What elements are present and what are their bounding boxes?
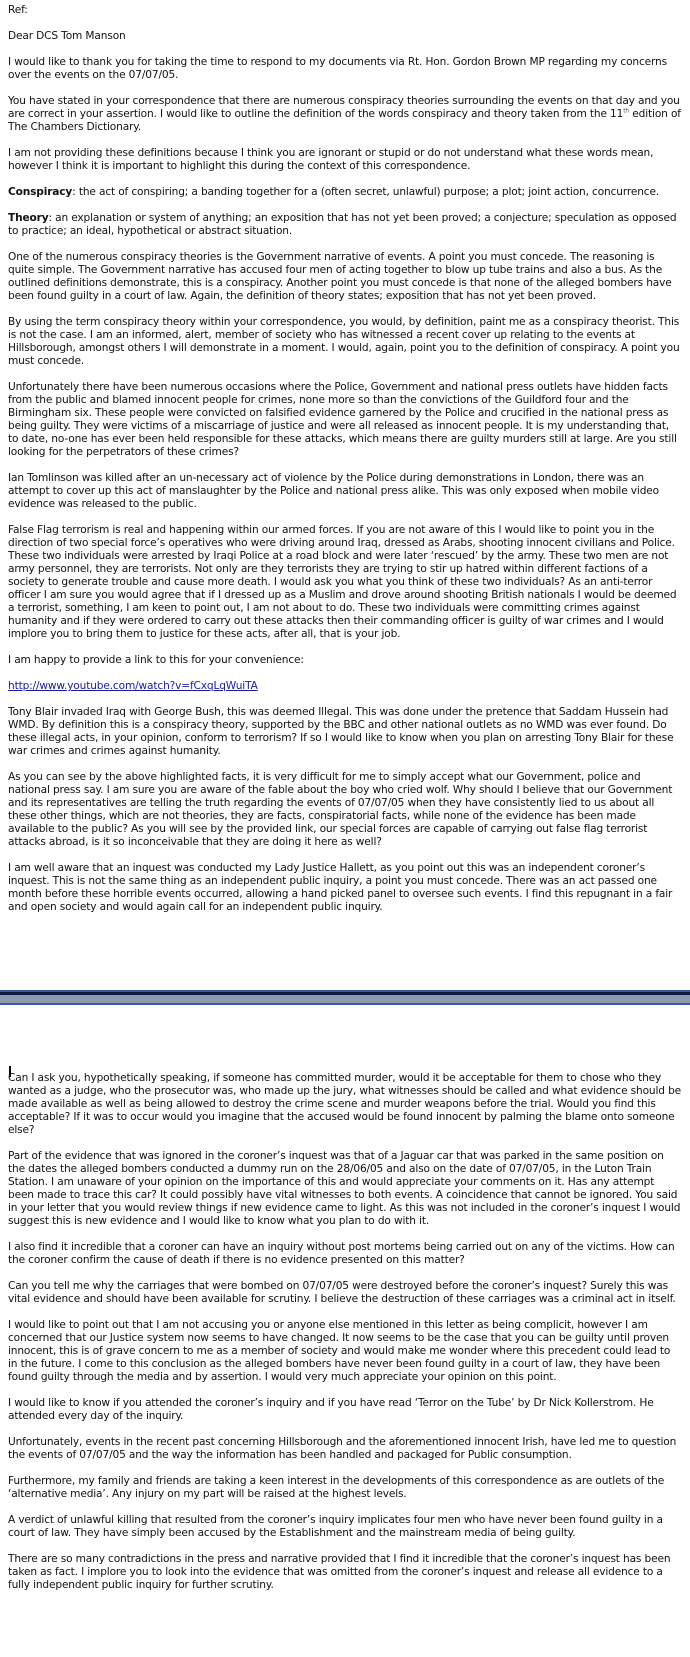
paragraph: I would like to know if you attended the coroner’s inquiry and if you have read ‘Terror on the Tube’ by Dr Nick Kollerstrom. He attended every day of the inquiry. bbox=[8, 1397, 654, 1422]
paragraph: By using the term conspiracy theory within your correspondence, you would, by definition, paint me as a conspiracy theorist. This is not the case. I am an informed, alert, member of society who has witnessed a recent cover up relating to the events at Hillsborough, amongst others I will demonstrate in a moment. I would, again, point you to the definition of conspiracy. A point you must concede. bbox=[8, 316, 680, 367]
divider-line bbox=[0, 1003, 690, 1005]
paragraph bbox=[8, 95, 682, 134]
page-break-divider bbox=[0, 990, 690, 1005]
paragraph-text: edition of The Chambers Dictionary. bbox=[8, 108, 681, 133]
paragraph: I would like to thank you for taking the time to respond to my documents via Rt. Hon. Gordon Brown MP regarding my concerns over the events on the 07/07/05. bbox=[8, 56, 667, 81]
paragraph: I am not providing these definitions because I think you are ignorant or stupid or do not understand what these words mean, however I think it is important to highlight this during the context of this correspondence. bbox=[8, 147, 654, 172]
paragraph: There are so many contradictions in the press and narrative provided that I find it incredible that the coroner’s inquest has been taken as fact. I implore you to look into the evidence that was omitted from the coroner’s inquest and release all evidence to a fully independent public inquiry for further scrutiny. bbox=[8, 1553, 671, 1591]
paragraph: Part of the evidence that was ignored in the coroner’s inquest was that of a Jaguar car that was parked in the same position on the dates the alleged bombers conducted a dummy run on the 28/06/05 and also on the date of 07/07/05, in the Luton Train Station. I am unaware of your opinion on the importance of this and would appreciate your comments on it. Has any attempt been made to trace this car? It could possibly have vital witnesses to both events. A coincidence that cannot be ignored. You said in your letter that you would review things if new evidence came to light. As this was not included in the coroner’s inquest I would suggest this is new evidence and I would like to know what you plan to do with it. bbox=[8, 1150, 681, 1227]
paragraph: I am happy to provide a link to this for your convenience: bbox=[8, 654, 304, 666]
paragraph: As you can see by the above highlighted facts, it is very difficult for me to simply accept what our Government, police and national press say. I am sure you are aware of the fable about the boy who cried wolf. Why should I believe that our Government and its representatives are telling the truth regarding the events of 07/07/05 when they have consistently lied to us about all these other things, which are not theories, they are facts, conspiratorial facts, while none of the evidence has been made available to the public? As you will see by the provided link, our special forces are capable of carrying out false flag terrorist attacks abroad, is it so inconceivable that they are doing it here as well? bbox=[8, 771, 673, 848]
paragraph: I am well aware that an inquest was conducted my Lady Justice Hallett, as you point out this was an independent coroner’s inquest. This is not the same thing as an independent public inquiry, a point you must concede. There was an act passed one month before these horrible events occurred, allowing a hand picked panel to oversee such events. I find this repugnant in a fair and open society and would again call for an independent public inquiry. bbox=[8, 862, 673, 913]
definition-term: Theory bbox=[8, 212, 49, 224]
definition-theory bbox=[8, 212, 682, 238]
definition-text: : the act of conspiring; a banding together for a (often secret, unlawful) purpose; a plot; joint action, concurrence. bbox=[72, 186, 660, 198]
paragraph-text: You have stated in your correspondence that there are numerous conspiracy theories surrounding the events on that day and you are correct in your assertion. I would like to outline the definition of the words conspiracy and theory taken from the 11 bbox=[8, 95, 680, 120]
paragraph: Tony Blair invaded Iraq with George Bush, this was deemed Illegal. This was done under the pretence that Saddam Hussein had WMD. By definition this is a conspiracy theory, supported by the BBC and other national outlets as no WMD was ever found. Do these illegal acts, in your opinion, conform to terrorism? If so I would like to know when you plan on arresting Tony Blair for these war crimes and crimes against humanity. bbox=[8, 706, 674, 757]
salutation: Dear DCS Tom Manson bbox=[8, 30, 126, 42]
paragraph: A verdict of unlawful killing that resulted from the coroner’s inquiry implicates four men who have never been found guilty in a court of law. They have simply been accused by the Establishment and the mainstream media of being guilty. bbox=[8, 1514, 663, 1539]
paragraph: One of the numerous conspiracy theories is the Government narrative of events. A point you must concede. The reasoning is quite simple. The Government narrative has accused four men of acting together to blow up tube trains and also a bus. As the outlined definitions demonstrate, this is a conspiracy. Another point you must concede is that none of the alleged bombers have been found guilty in a court of law. Again, the definition of theory states; exposition that has not yet been proved. bbox=[8, 251, 672, 302]
definition-conspiracy bbox=[8, 186, 682, 199]
definition-term: Conspiracy bbox=[8, 186, 73, 198]
paragraph: Unfortunately there have been numerous occasions where the Police, Government and national press outlets have hidden facts from the public and blamed innocent people for crimes, none more so than the convictions of the Guildford four and the Birmingham six. These people were convicted on falsified evidence garnered by the Police and crucified in the national press as being guilty. They were victims of a miscarriage of justice and were all released as innocent people. It is my understanding that, to date, no-one has ever been held responsible for these attacks, which means there are guilty murders still at large. Are you still looking for the perpetrators of these crimes? bbox=[8, 381, 677, 458]
divider-line bbox=[0, 995, 690, 1003]
letter-page-2 bbox=[0, 1072, 690, 1605]
youtube-link[interactable]: http://www.youtube.com/watch?v=fCxqLqWuiTA bbox=[8, 680, 258, 692]
paragraph: Can you tell me why the carriages that were bombed on 07/07/05 were destroyed before the coroner’s inquest? Surely this was vital evidence and should have been available for scrutiny. I believe the destruction of these carriages was a criminal act in itself. bbox=[8, 1280, 676, 1305]
definition-text: : an explanation or system of anything; an exposition that has not yet been proved; a conjecture; speculation as opposed to practice; an ideal, hypothetical or abstract situation. bbox=[8, 212, 677, 237]
paragraph: I would like to point out that I am not accusing you or anyone else mentioned in this letter as being complicit, however I am concerned that our Justice system now seems to have changed. It now seems to be the case that you can be guilty until proven innocent, this is of grave concern to me as a member of society and would make me wonder where this precedent could lead to in the future. I come to this conclusion as the alleged bombers have never been found guilty in a court of law, they have been found guilty through the media and by assertion. I would very much appreciate your opinion on this point. bbox=[8, 1319, 671, 1383]
paragraph: Can I ask you, hypothetically speaking, if someone has committed murder, would it be acceptable for them to chose who they wanted as a judge, who the prosecutor was, who made up the jury, what witnesses should be called and what evidence should be made available as well as being allowed to destroy the crime scene and murder weapons before the trial. Would you find this acceptable? If it was to occur would you imagine that the accused would be found innocent by palming the blame onto someone else? bbox=[8, 1072, 682, 1136]
letter-page-1 bbox=[0, 4, 690, 927]
paragraph: Unfortunately, events in the recent past concerning Hillsborough and the aforementioned innocent Irish, have led me to question the events of 07/07/05 and the way the information has been handled and packaged for Public consumption. bbox=[8, 1436, 677, 1461]
paragraph: False Flag terrorism is real and happening within our armed forces. If you are not aware of this I would like to point you in the direction of two special force’s operatives who were driving around Iraq, dressed as Arabs, shooting innocent civilians and Police. These two individuals were arrested by Iraqi Police at a road block and were later ‘rescued’ by the army. These two men are not army personnel, they are terrorists. Not only are they terrorists they are trying to stir up hatred within different factions of a society to generate trouble and cause more death. I would ask you what you think of these two individuals? As an anti-terror officer I am sure you would agree that if I dressed up as a Muslim and drove around shooting British nationals I would be deemed a terrorist, something, I am keen to point out, I am not about to do. These two individuals were committing crimes against humanity and if they were ordered to carry out these attacks then their commanding officer is guilty of war crimes and I would implore you to bring them to justice for these acts, after all, that is your job. bbox=[8, 524, 677, 640]
paragraph: Ian Tomlinson was killed after an un-necessary act of violence by the Police during demonstrations in London, there was an attempt to cover up this act of manslaughter by the Police and national press alike. This was only exposed when mobile video evidence was released to the public. bbox=[8, 472, 659, 510]
reference-line: Ref: bbox=[8, 4, 28, 16]
paragraph: I also find it incredible that a coroner can have an inquiry without post mortems being carried out on any of the victims. How can the coroner confirm the cause of death if there is no evidence presented on this matter? bbox=[8, 1241, 675, 1266]
superscript: th bbox=[623, 107, 630, 115]
paragraph: Furthermore, my family and friends are taking a keen interest in the developments of this correspondence as are outlets of the ‘alternative media’. Any injury on my part will be raised at the highest levels. bbox=[8, 1475, 665, 1500]
link-paragraph bbox=[8, 680, 682, 693]
